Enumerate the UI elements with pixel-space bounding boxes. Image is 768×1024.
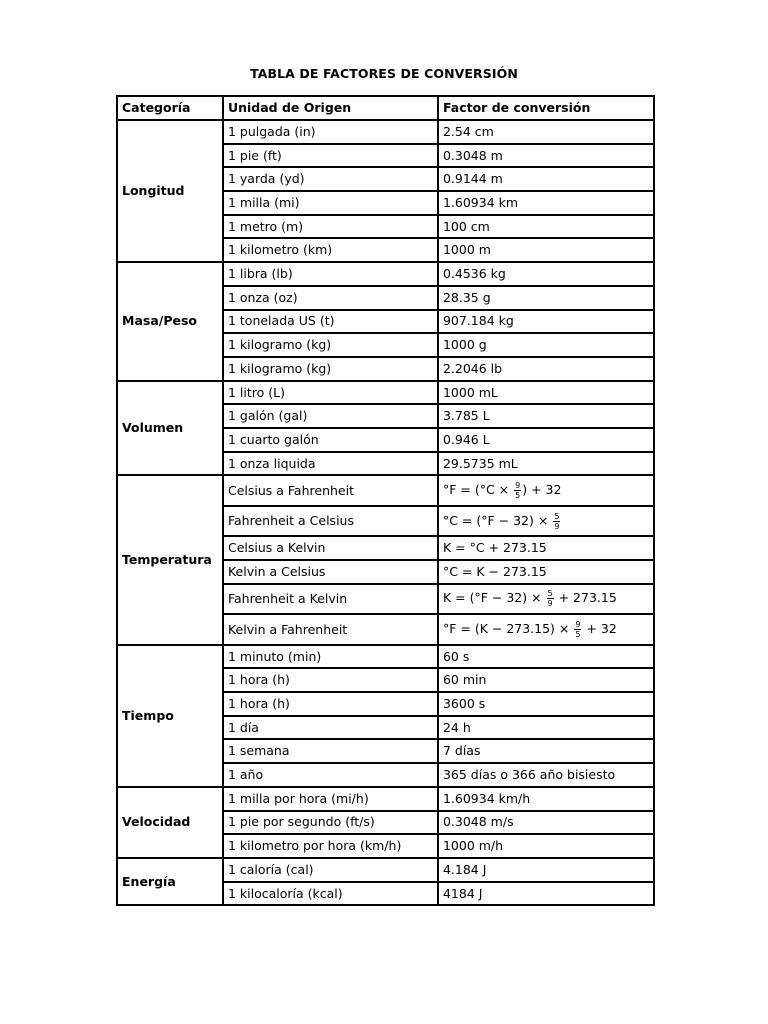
unit-cell: 1 kilogramo (kg) (223, 357, 438, 381)
category-cell: Temperatura (117, 475, 223, 644)
factor-cell: 100 cm (438, 215, 654, 239)
factor-cell: 60 min (438, 668, 654, 692)
table-row (117, 858, 654, 882)
unit-cell: 1 kilometro por hora (km/h) (223, 834, 438, 858)
header-unit: Unidad de Origen (223, 96, 438, 120)
category-cell: Volumen (117, 381, 223, 476)
factor-cell: K = °C + 273.15 (438, 536, 654, 560)
factor-cell: 0.9144 m (438, 167, 654, 191)
table-row (117, 120, 654, 144)
table-row (117, 645, 654, 669)
unit-cell: Kelvin a Celsius (223, 560, 438, 584)
factor-cell (438, 475, 654, 506)
unit-cell: 1 hora (h) (223, 692, 438, 716)
table-body (117, 120, 654, 905)
factor-cell: 28.35 g (438, 286, 654, 310)
factor-cell (438, 614, 654, 645)
factor-cell: 3600 s (438, 692, 654, 716)
table-header-row (117, 96, 654, 120)
unit-cell: 1 milla (mi) (223, 191, 438, 215)
factor-cell (438, 584, 654, 615)
category-cell: Velocidad (117, 787, 223, 858)
unit-cell: 1 cuarto galón (223, 428, 438, 452)
unit-cell: 1 kilogramo (kg) (223, 333, 438, 357)
unit-cell: 1 caloría (cal) (223, 858, 438, 882)
table-row (117, 262, 654, 286)
category-cell: Energía (117, 858, 223, 905)
category-cell: Tiempo (117, 645, 223, 787)
factor-cell: 2.54 cm (438, 120, 654, 144)
header-category: Categoría (117, 96, 223, 120)
unit-cell: 1 kilometro (km) (223, 238, 438, 262)
fraction (553, 512, 560, 531)
unit-cell: 1 minuto (min) (223, 645, 438, 669)
unit-cell: 1 yarda (yd) (223, 167, 438, 191)
factor-cell: 0.946 L (438, 428, 654, 452)
fraction-numerator: 5 (547, 589, 553, 599)
factor-cell: 1.60934 km (438, 191, 654, 215)
fraction-numerator: 9 (575, 619, 581, 629)
table-row (117, 475, 654, 506)
factor-cell: 29.5735 mL (438, 452, 654, 476)
unit-cell: 1 litro (L) (223, 381, 438, 405)
category-cell: Longitud (117, 120, 223, 262)
category-cell: Masa/Peso (117, 262, 223, 380)
unit-cell: 1 onza (oz) (223, 286, 438, 310)
fraction (547, 589, 554, 608)
factor-cell: 3.785 L (438, 404, 654, 428)
factor-cell: 0.3048 m/s (438, 811, 654, 835)
factor-cell: 2.2046 lb (438, 357, 654, 381)
factor-cell: 4.184 J (438, 858, 654, 882)
factor-cell: 24 h (438, 716, 654, 740)
factor-cell: 0.3048 m (438, 144, 654, 168)
header-factor: Factor de conversión (438, 96, 654, 120)
factor-cell: 1000 mL (438, 381, 654, 405)
factor-cell: 60 s (438, 645, 654, 669)
fraction-numerator: 5 (554, 511, 560, 521)
unit-cell: Kelvin a Fahrenheit (223, 614, 438, 645)
fraction-denominator: 5 (575, 629, 581, 639)
unit-cell: 1 hora (h) (223, 668, 438, 692)
factor-cell: 1000 m (438, 238, 654, 262)
table-row (117, 787, 654, 811)
unit-cell: 1 kilocaloría (kcal) (223, 882, 438, 906)
unit-cell: 1 galón (gal) (223, 404, 438, 428)
factor-cell: 7 días (438, 739, 654, 763)
formula-prefix: °F = (°C × (442, 482, 514, 498)
unit-cell: Celsius a Kelvin (223, 536, 438, 560)
unit-cell: 1 onza liquida (223, 452, 438, 476)
unit-cell: Fahrenheit a Celsius (223, 506, 438, 537)
unit-cell: 1 pie por segundo (ft/s) (223, 811, 438, 835)
unit-cell: 1 libra (lb) (223, 262, 438, 286)
unit-cell: 1 metro (m) (223, 215, 438, 239)
formula-suffix: + 32 (582, 620, 617, 636)
factor-cell: 4184 J (438, 882, 654, 906)
page-title: TABLA DE FACTORES DE CONVERSIÓN (250, 66, 518, 81)
unit-cell: 1 pie (ft) (223, 144, 438, 168)
formula-suffix: ) + 32 (522, 482, 562, 498)
fraction-denominator: 9 (554, 521, 560, 531)
fraction-denominator: 9 (547, 599, 553, 609)
factor-cell: 0.4536 kg (438, 262, 654, 286)
factor-cell: 907.184 kg (438, 310, 654, 334)
table-row (117, 381, 654, 405)
factor-cell: 1.60934 km/h (438, 787, 654, 811)
unit-cell: 1 año (223, 763, 438, 787)
conversion-table (116, 95, 655, 906)
factor-cell (438, 506, 654, 537)
formula-suffix: + 273.15 (554, 590, 617, 606)
factor-cell: 1000 g (438, 333, 654, 357)
fraction-denominator: 5 (515, 491, 521, 501)
factor-cell: °C = K − 273.15 (438, 560, 654, 584)
unit-cell: 1 milla por hora (mi/h) (223, 787, 438, 811)
unit-cell: 1 tonelada US (t) (223, 310, 438, 334)
unit-cell: Fahrenheit a Kelvin (223, 584, 438, 615)
formula-prefix: °C = (°F − 32) × (442, 512, 553, 528)
fraction (574, 620, 581, 639)
unit-cell: 1 día (223, 716, 438, 740)
factor-cell: 365 días o 366 año bisiesto (438, 763, 654, 787)
factor-cell: 1000 m/h (438, 834, 654, 858)
fraction (514, 481, 521, 500)
unit-cell: 1 pulgada (in) (223, 120, 438, 144)
unit-cell: Celsius a Fahrenheit (223, 475, 438, 506)
formula-prefix: °F = (K − 273.15) × (442, 620, 574, 636)
unit-cell: 1 semana (223, 739, 438, 763)
fraction-numerator: 9 (515, 481, 521, 491)
formula-prefix: K = (°F − 32) × (442, 590, 546, 606)
